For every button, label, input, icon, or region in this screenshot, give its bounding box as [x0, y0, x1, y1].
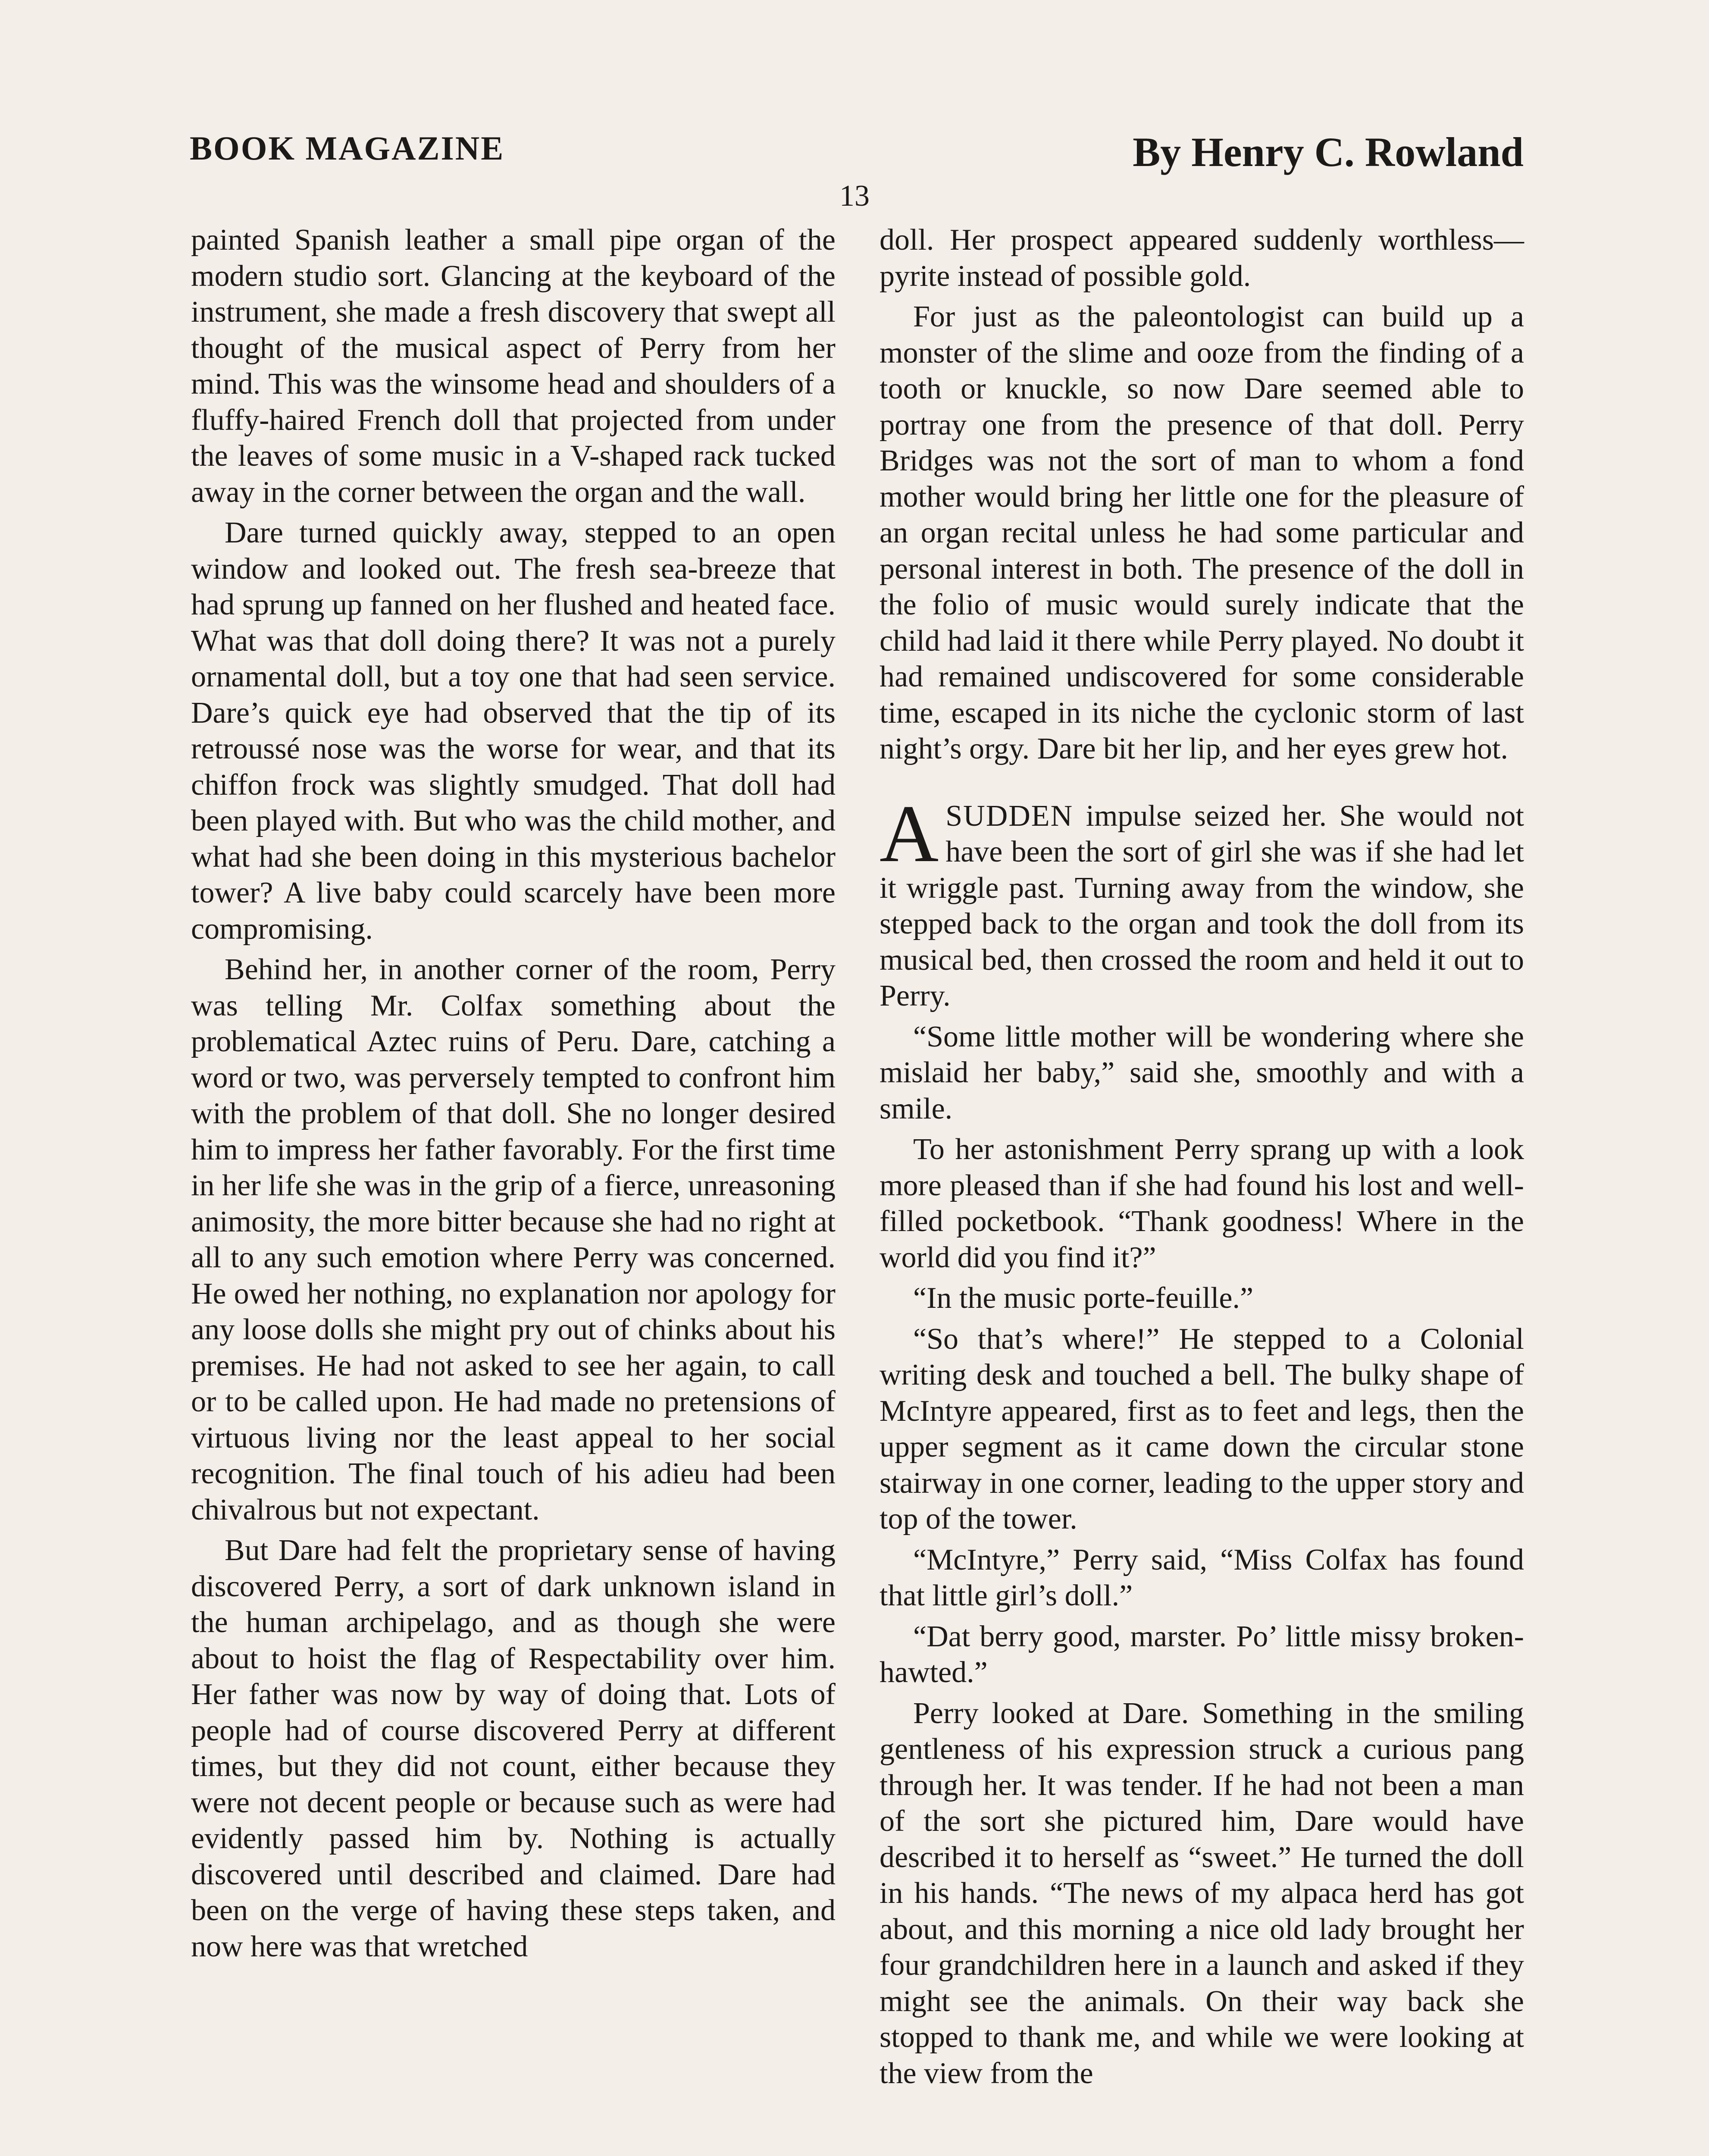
- drop-cap: A: [880, 788, 939, 879]
- paragraph: To her astonishment Perry sprang up with a look more pleased than if she had found his lost and well-filled pocketbook. “Thank goodness! Where in the world did you find it?”: [880, 1133, 1524, 1274]
- left-column: [191, 222, 836, 1969]
- page-number: 13: [839, 179, 870, 213]
- paragraph: “So that’s where!” He stepped to a Colonial writing desk and touched a bell. The bulky shape of McIntyre appeared, first as to feet and legs, then the upper segment as it came down the circular stone stairway in one corner, leading to the upper story and top of the tower.: [880, 1322, 1524, 1536]
- paragraph: For just as the paleontologist can build up a monster of the slime and ooze from the finding of a tooth or knuckle, so now Dare seemed able to portray one from the presence of that doll. Perry Bridges was not the sort of man to whom a fond mother would bring her little one for the pleasure of an organ recital unless he had some particular and personal interest in both. The presence of the doll in the folio of music would surely indicate that the child had laid it there while Perry played. No doubt it had remained undiscovered for some considerable time, escaped in its niche the cyclonic storm of last night’s orgy. Dare bit her lip, and her eyes grew hot.: [880, 300, 1524, 765]
- paragraph: “In the music porte-feuille.”: [913, 1282, 1254, 1315]
- paragraph: “Some little mother will be wondering where she mislaid her baby,” said she, smoothly and with a smile.: [880, 1020, 1524, 1125]
- paragraph: But Dare had felt the proprietary sense of having discovered Perry, a sort of dark unknown island in the human archipelago, and as though she were about to hoist the flag of Respectability over him. Her father was now by way of doing that. Lots of people had of course discovered Perry at different times, but they did not count, either because they were not decent people or because such as were had evidently passed him by. Nothing is actually discovered until described and claimed. Dare had been on the verge of having these steps taken, and now here was that wretched: [191, 1534, 836, 1963]
- section-opening-paragraph: [880, 788, 1524, 1014]
- magazine-title: BOOK MAGAZINE: [190, 129, 505, 167]
- paragraph-text: impulse seized her. She would not have been the sort of girl she was if she had let it wriggle past. Turning away from the window, she stepped back to the organ and took the doll from its musical bed, then crossed the room and held it out to Perry.: [880, 799, 1524, 1012]
- paragraph: painted Spanish leather a small pipe organ of the modern studio sort. Glancing at the keyboard of the instrument, she made a fresh discovery that swept all thought of the musical aspect of Perry from her mind. This was the winsome head and shoulders of a fluffy-haired French doll that projected from under the leaves of some music in a V-shaped rack tucked away in the corner between the organ and the wall.: [191, 223, 836, 509]
- paragraph: doll. Her prospect appeared suddenly worthless—pyrite instead of possible gold.: [880, 223, 1524, 293]
- right-column: [880, 222, 1524, 2096]
- paragraph: “McIntyre,” Perry said, “Miss Colfax has found that little girl’s doll.”: [880, 1543, 1524, 1612]
- paragraph: “Dat berry good, marster. Po’ little missy broken-hawted.”: [880, 1620, 1524, 1689]
- author-byline: By Henry C. Rowland: [1133, 129, 1524, 175]
- paragraph: Behind her, in another corner of the room, Perry was telling Mr. Colfax something about the problematical Aztec ruins of Peru. Dare, catching a word or two, was perversely tempted to confront him with the problem of that doll. She no longer desired him to impress her father favorably. For the first time in her life she was in the grip of a fierce, unreasoning animosity, the more bitter because she had no right at all to any such emotion where Perry was concerned. He owed her nothing, no explanation nor apology for any loose dolls she might pry out of chinks about his premises. He had not asked to see her again, to call or to be called upon. He had made no pretensions of virtuous living nor the least appeal to her social recognition. The final touch of his adieu had been chivalrous but not expectant.: [191, 953, 836, 1526]
- paragraph: Perry looked at Dare. Something in the smiling gentleness of his expression struck a curious pang through her. It was tender. If he had not been a man of the sort she pictured him, Dare would have described it to herself as “sweet.” He turned the doll in his hands. “The news of my alpaca herd has got about, and this morning a nice old lady brought her four grandchildren here in a launch and asked if they might see the animals. On their way back she stopped to thank me, and while we were looking at the view from the: [880, 1696, 1524, 2090]
- paragraph: Dare turned quickly away, stepped to an open window and looked out. The fresh sea-breeze that had sprung up fanned on her flushed and heated face. What was that doll doing there? It was not a purely ornamental doll, but a toy one that had seen service. Dare’s quick eye had observed that the tip of its retroussé nose was the worse for wear, and that its chiffon frock was slightly smudged. That doll had been played with. But who was the child mother, and what had she been doing in this mysterious bachelor tower? A live baby could scarcely have been more compromising.: [191, 516, 836, 946]
- small-caps-lead: SUDDEN: [945, 799, 1074, 833]
